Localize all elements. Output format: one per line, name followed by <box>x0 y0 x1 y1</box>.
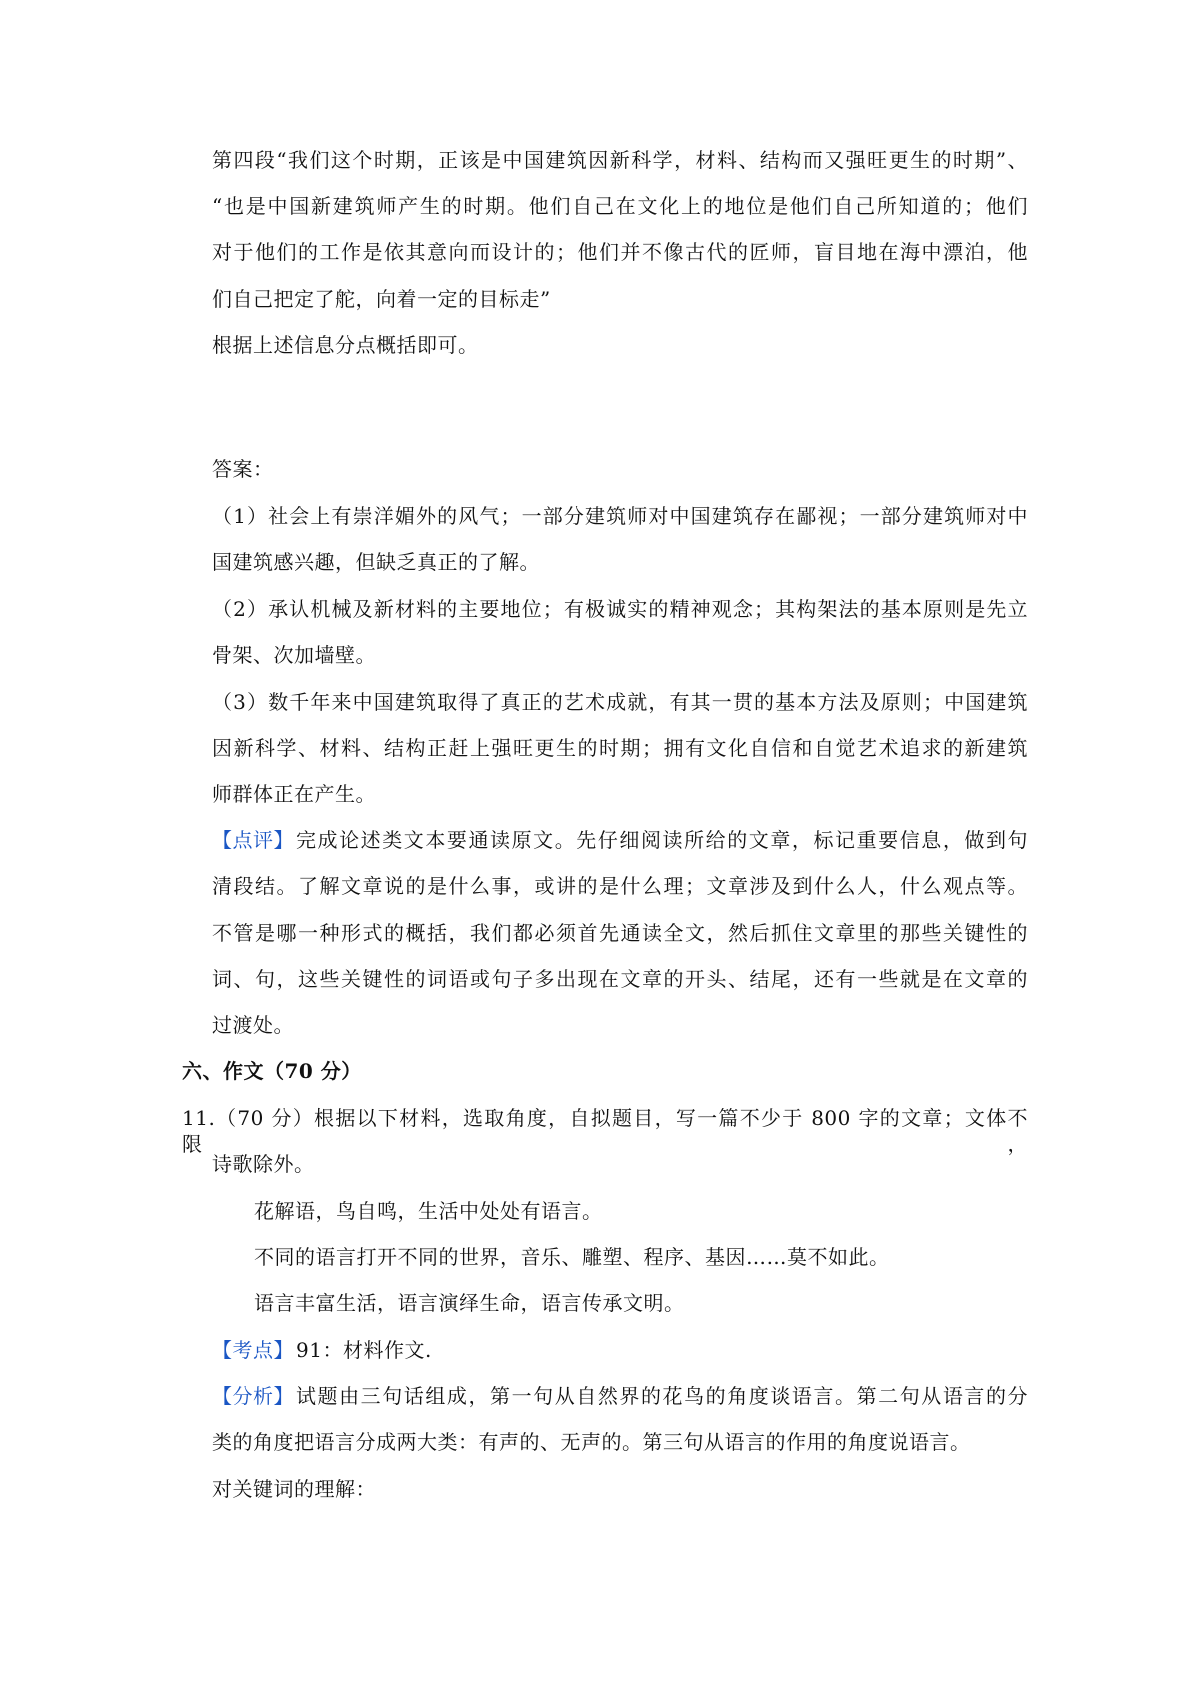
comment-line: 词、句，这些关键性的词语或句子多出现在文章的开头、结尾，还有一些就是在文章的 <box>212 967 1028 991</box>
comment-line: 过渡处。 <box>212 1013 294 1037</box>
answer-item-1-cont: 国建筑感兴趣，但缺乏真正的了解。 <box>212 550 540 574</box>
kaodian-tag: 【考点】 <box>212 1338 294 1362</box>
kaodian-text: 91：材料作文. <box>296 1338 432 1362</box>
question-11: 11.（70 分）根据以下材料，选取角度，自拟题目，写一篇不少于 800 字的文章；文体不限， <box>182 1106 1028 1156</box>
fenxi-line: 试题由三句话组成，第一句从自然界的花鸟的角度谈语言。第二句从语言的分 <box>296 1384 1028 1408</box>
answer-item-2: （2）承认机械及新材料的主要地位；有极诚实的精神观念；其构架法的基本原则是先立 <box>212 597 1028 621</box>
fenxi-tag: 【分析】 <box>212 1384 294 1408</box>
material-line: 语言丰富生活，语言演绎生命，语言传承文明。 <box>254 1291 685 1315</box>
keywords-label: 对关键词的理解： <box>212 1477 376 1501</box>
answer-item-2-cont: 骨架、次加墙壁。 <box>212 643 376 667</box>
material-line: 不同的语言打开不同的世界，音乐、雕塑、程序、基因……莫不如此。 <box>254 1245 890 1269</box>
answer-item-1: （1）社会上有崇洋媚外的风气；一部分建筑师对中国建筑存在鄙视；一部分建筑师对中 <box>212 504 1028 528</box>
answer-item-3-cont: 因新科学、材料、结构正赶上强旺更生的时期；拥有文化自信和自觉艺术追求的新建筑 <box>212 736 1028 760</box>
analysis-line: 对于他们的工作是依其意向而设计的；他们并不像古代的匠师，盲目地在海中漂泊，他 <box>212 240 1028 264</box>
question-11-cont: 诗歌除外。 <box>212 1152 315 1176</box>
fenxi-line: 类的角度把语言分成两大类：有声的、无声的。第三句从语言的作用的角度说语言。 <box>212 1430 971 1454</box>
material-line: 花解语，鸟自鸣，生活中处处有语言。 <box>254 1199 603 1223</box>
comment-line: 完成论述类文本要通读原文。先仔细阅读所给的文章，标记重要信息，做到句 <box>296 828 1028 852</box>
answer-item-3: （3）数千年来中国建筑取得了真正的艺术成就，有其一贯的基本方法及原则；中国建筑 <box>212 690 1028 714</box>
analysis-line: 第四段“我们这个时期，正该是中国建筑因新科学，材料、结构而又强旺更生的时期”、 <box>212 148 1028 172</box>
comment-tag: 【点评】 <box>212 828 294 852</box>
answer-label: 答案： <box>212 457 274 481</box>
section-heading: 六、作文（70 分） <box>182 1059 362 1083</box>
analysis-summary: 根据上述信息分点概括即可。 <box>212 333 479 357</box>
comment-line: 不管是哪一种形式的概括，我们都必须首先通读全文，然后抓住文章里的那些关键性的 <box>212 921 1028 945</box>
analysis-line: “也是中国新建筑师产生的时期。他们自己在文化上的地位是他们自己所知道的；他们 <box>212 194 1028 218</box>
answer-item-3-cont: 师群体正在产生。 <box>212 782 376 806</box>
analysis-line: 们自己把定了舵，向着一定的目标走” <box>212 287 551 311</box>
comment-line: 清段结。了解文章说的是什么事，或讲的是什么理；文章涉及到什么人，什么观点等。 <box>212 874 1028 898</box>
